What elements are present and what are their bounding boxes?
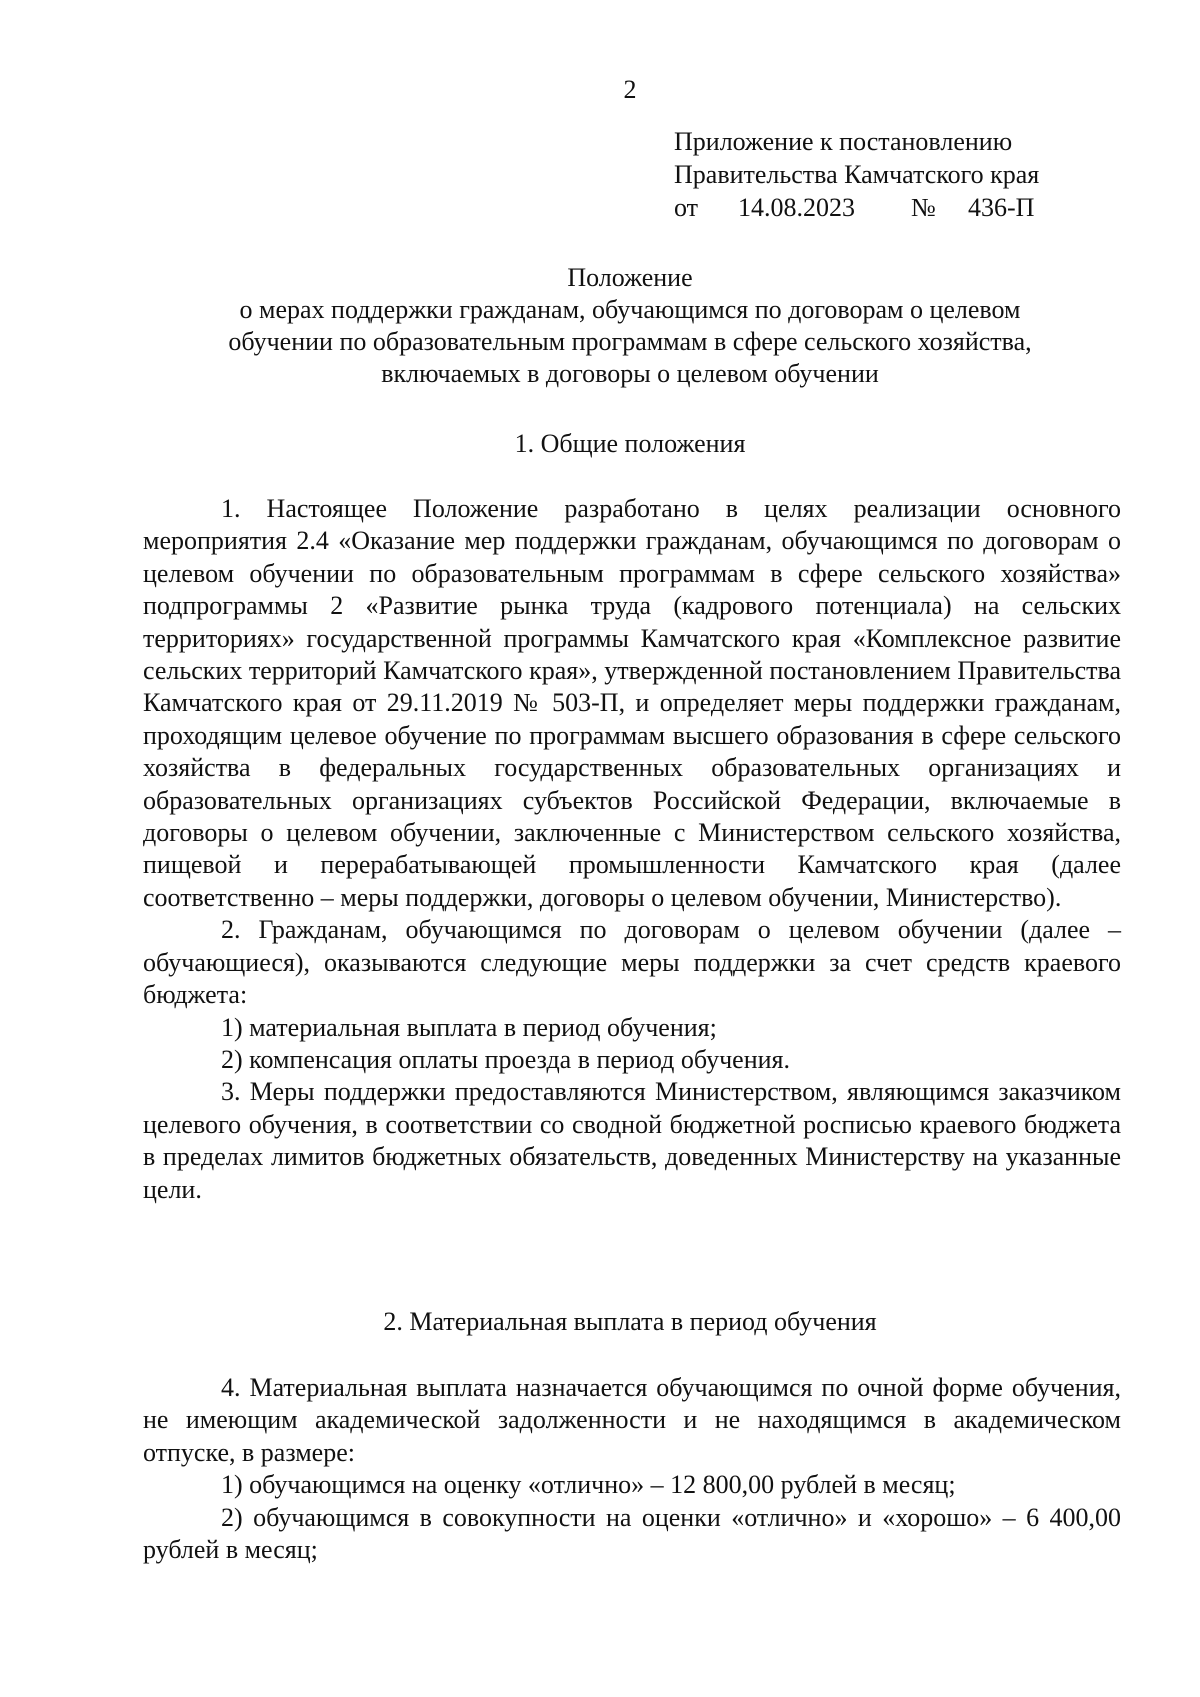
- appendix-date-row: [674, 191, 1039, 224]
- section-heading: 2. Материальная выплата в период обучения: [383, 1307, 877, 1336]
- resolution-number: 436-П: [968, 193, 1035, 222]
- title-line: обучении по образовательным программам в сфере сельского хозяйства,: [228, 327, 1032, 356]
- paragraph: 1. Настоящее Положение разработано в целях реализации основного мероприятия 2.4 «Оказание мер поддержки гражданам, обучающимся по договорам о целевом обучении по образовательным программам в сфере сельского хозяйства» подпрограммы 2 «Развитие рынка труда (кадрового потенциала) на сельских территориях» государственной программы Камчатского края «Комплексное развитие сельских территорий Камчатского края», утвержденной постановлением Правительства Камчатского края от 29.11.2019 № 503-П, и определяет меры поддержки гражданам, проходящим целевое обучение по программам высшего образования в сфере сельского хозяйства в федеральных государственных образовательных организациях и образовательных организациях субъектов Российской Федерации, включаемые в договоры о целевом обучении, заключенные с Министерством сельского хозяйства, пищевой и перерабатывающей промышленности Камчатского края (далее соответственно – меры поддержки, договоры о целевом обучении, Министерство).: [143, 494, 1121, 912]
- appendix-header: [674, 125, 1039, 224]
- title-line: Положение: [567, 263, 693, 292]
- document-title: [140, 262, 1120, 390]
- list-item: 1) материальная выплата в период обучения;: [221, 1012, 717, 1042]
- date-prefix: от: [674, 193, 699, 222]
- section-heading: 1. Общие положения: [514, 429, 746, 458]
- number-sign: №: [911, 193, 936, 222]
- section-body: [143, 1372, 1121, 1566]
- title-line: о мерах поддержки гражданам, обучающимся по договорам о целевом: [239, 295, 1021, 324]
- list-item: 2) компенсация оплаты проезда в период обучения.: [221, 1044, 790, 1074]
- title-line: включаемых в договоры о целевом обучении: [381, 359, 879, 388]
- paragraph: 2. Гражданам, обучающимся по договорам о целевом обучении (далее – обучающиеся), оказываются следующие меры поддержки за счет средств краевого бюджета:: [143, 915, 1121, 1010]
- paragraph: 3. Меры поддержки предоставляются Министерством, являющимся заказчиком целевого обучения, в соответствии со сводной бюджетной росписью краевого бюджета в пределах лимитов бюджетных обязательств, доведенных Министерству на указанные цели.: [143, 1077, 1121, 1204]
- section-body: [143, 493, 1121, 1206]
- list-item: 2) обучающимся в совокупности на оценки «отлично» и «хорошо» – 6 400,00 рублей в месяц;: [143, 1502, 1121, 1565]
- page-number: 2: [623, 75, 637, 104]
- appendix-authority: Правительства Камчатского края: [674, 160, 1040, 189]
- paragraph: 4. Материальная выплата назначается обучающимся по очной форме обучения, не имеющим академической задолженности и не находящимся в академическом отпуске, в размере:: [143, 1373, 1121, 1467]
- resolution-date: 14.08.2023: [738, 193, 855, 222]
- list-item: 1) обучающимся на оценку «отлично» – 12 800,00 рублей в месяц;: [221, 1470, 956, 1500]
- appendix-title: Приложение к постановлению: [674, 127, 1013, 156]
